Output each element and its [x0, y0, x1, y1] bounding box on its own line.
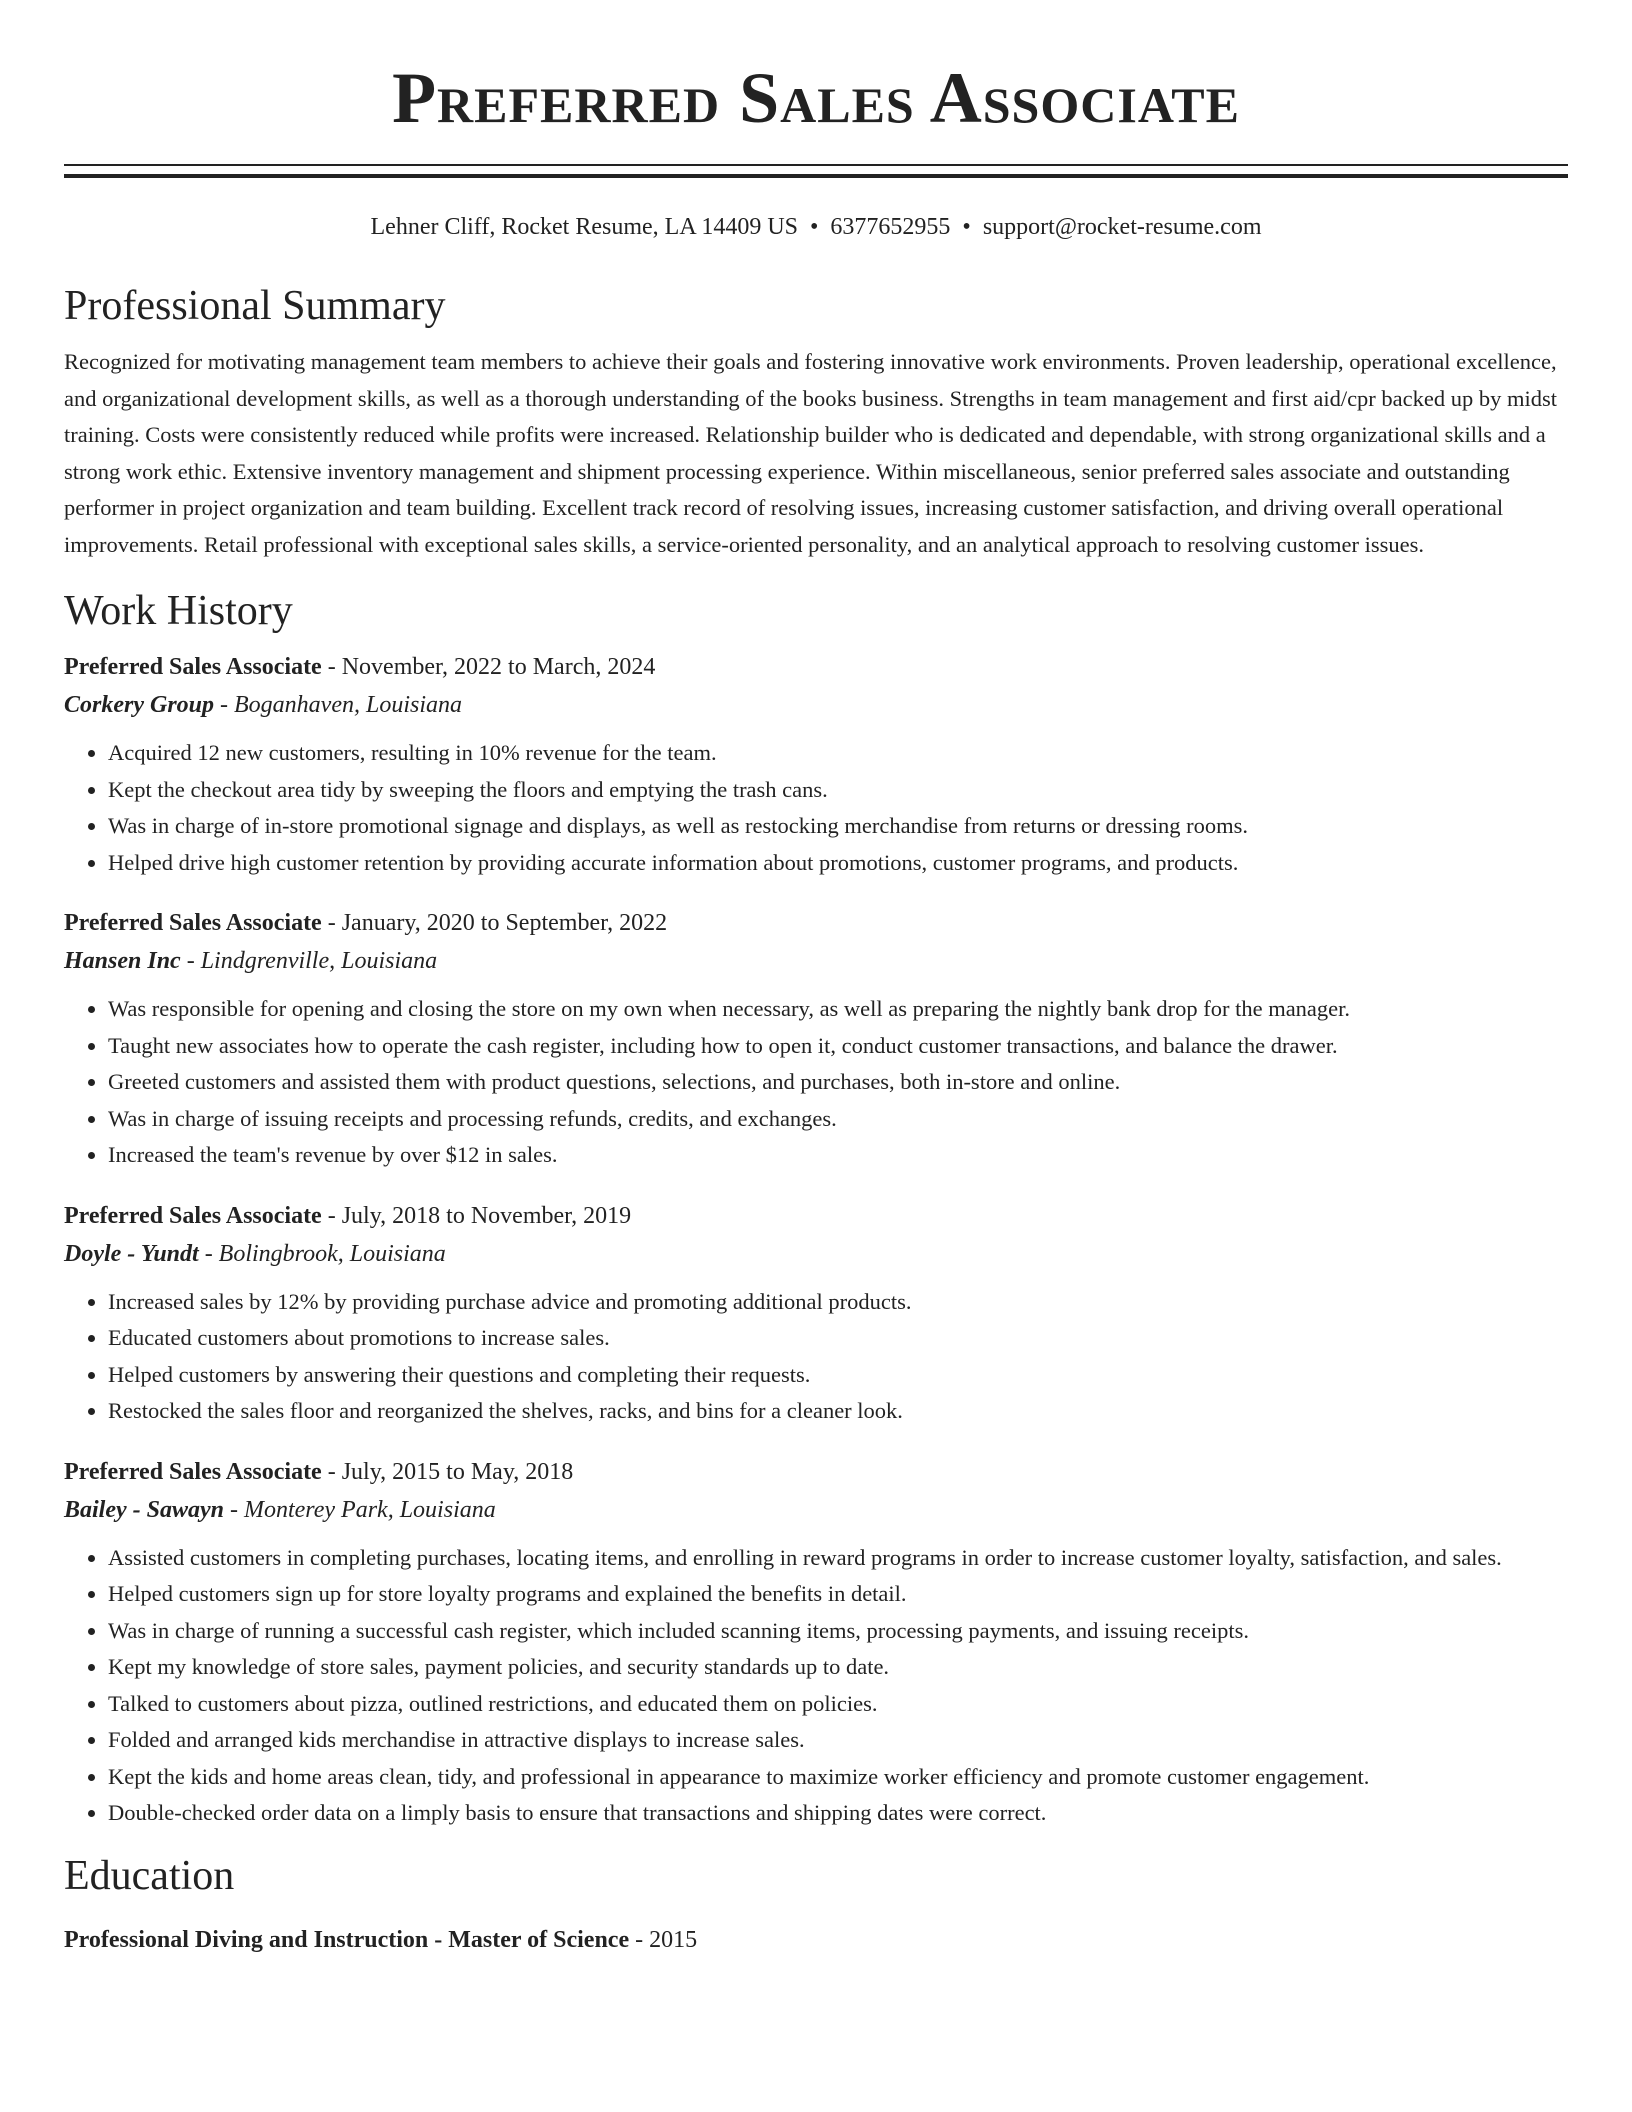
job-bullet: • Increased sales by 12% by providing purchase advice and promoting additional products.	[108, 1284, 1568, 1321]
job-heading	[64, 1200, 1568, 1232]
job-dates: - November, 2022 to March, 2024	[321, 654, 656, 680]
job-entry	[64, 1456, 1568, 1832]
contact-separator: •	[810, 214, 819, 240]
job-heading	[64, 1456, 1568, 1488]
section-title-education: Education	[64, 1852, 235, 1899]
job-location: - Bolingbrook, Louisiana	[198, 1240, 446, 1267]
job-employer	[64, 1494, 1568, 1526]
job-location: - Monterey Park, Louisiana	[224, 1496, 496, 1523]
job-bullets	[64, 735, 1568, 881]
section-title-work-history: Work History	[64, 588, 293, 634]
contact-email: support@rocket-resume.com	[982, 214, 1262, 240]
job-company: Hansen Inc	[64, 948, 181, 974]
job-bullet: • Double-checked order data on a limply basis to ensure that transactions and shipping dates were correct.	[108, 1795, 1568, 1832]
job-entry	[64, 1200, 1568, 1430]
job-employer	[64, 945, 1568, 977]
job-company: Doyle - Yundt	[64, 1240, 199, 1267]
job-bullet: • Talked to customers about pizza, outlined restrictions, and educated them on policies.	[108, 1686, 1568, 1723]
job-bullet: • Assisted customers in completing purchases, locating items, and enrolling in reward programs in order to increase customer loyalty, satisfaction, and sales.	[108, 1540, 1568, 1577]
job-location: - Lindgrenville, Louisiana	[180, 948, 438, 974]
work-history-list	[64, 651, 1568, 1832]
job-bullet: • Greeted customers and assisted them with product questions, selections, and purchases, both in-store and online.	[108, 1064, 1568, 1101]
job-bullet: • Helped customers sign up for store loyalty programs and explained the benefits in detail.	[108, 1576, 1568, 1613]
job-bullet: • Increased the team's revenue by over $12 in sales.	[108, 1137, 1568, 1174]
job-role: Preferred Sales Associate	[64, 654, 322, 680]
job-bullet: • Helped drive high customer retention by providing accurate information about promotions, customer programs, and products.	[108, 845, 1568, 882]
title-divider	[64, 164, 1568, 178]
job-role: Preferred Sales Associate	[64, 1202, 322, 1229]
education-degree: Professional Diving and Instruction - Master of Science	[64, 1926, 630, 1953]
job-bullets	[64, 991, 1568, 1174]
job-role: Preferred Sales Associate	[64, 1458, 322, 1485]
job-bullet: • Kept the kids and home areas clean, tidy, and professional in appearance to maximize worker efficiency and promote customer engagement.	[108, 1759, 1568, 1796]
job-bullet: • Restocked the sales floor and reorganized the shelves, racks, and bins for a cleaner look.	[108, 1393, 1568, 1430]
job-dates: - July, 2018 to November, 2019	[321, 1202, 632, 1229]
section-title-summary: Professional Summary	[64, 283, 446, 329]
job-bullet: • Taught new associates how to operate the cash register, including how to open it, conduct customer transactions, and balance the drawer.	[108, 1028, 1568, 1065]
job-employer	[64, 689, 1568, 721]
job-bullet: • Was in charge of running a successful cash register, which included scanning items, processing payments, and issuing receipts.	[108, 1613, 1568, 1650]
job-heading	[64, 907, 1568, 939]
job-bullet: • Was responsible for opening and closing the store on my own when necessary, as well as preparing the nightly bank drop for the manager.	[108, 991, 1568, 1028]
job-bullet: • Was in charge of issuing receipts and processing refunds, credits, and exchanges.	[108, 1101, 1568, 1138]
job-employer	[64, 1238, 1568, 1270]
summary-text: Recognized for motivating management team members to achieve their goals and fostering innovative work environments. Proven leadership, operational excellence, and organizational development skills, as well as a thorough understanding of the books business. Strengths in team management and first aid/cpr backed up by midst training. Costs were consistently reduced while profits were increased. Relationship builder who is dedicated and dependable, with strong organizational skills and a strong work ethic. Extensive inventory management and shipment processing experience. Within miscellaneous, senior preferred sales associate and outstanding performer in project organization and team building. Excellent track record of resolving issues, increasing customer satisfaction, and driving overall operational improvements. Retail professional with exceptional sales skills, a service-oriented personality, and an analytical approach to resolving customer issues.	[64, 349, 1558, 557]
contact-separator: •	[962, 214, 971, 240]
job-bullet: • Folded and arranged kids merchandise in attractive displays to increase sales.	[108, 1722, 1568, 1759]
resume-title: Preferred Sales Associate	[392, 58, 1240, 138]
job-bullet: • Kept the checkout area tidy by sweeping the floors and emptying the trash cans.	[108, 772, 1568, 809]
contact-phone: 6377652955	[830, 214, 951, 240]
job-bullet: • Was in charge of in-store promotional signage and displays, as well as restocking merchandise from returns or dressing rooms.	[108, 808, 1568, 845]
job-dates: - July, 2015 to May, 2018	[321, 1458, 574, 1485]
contact-line	[64, 212, 1568, 242]
job-location: - Boganhaven, Louisiana	[214, 692, 462, 718]
job-bullet: • Educated customers about promotions to increase sales.	[108, 1320, 1568, 1357]
job-company: Bailey - Sawayn	[64, 1496, 224, 1523]
job-heading	[64, 651, 1568, 683]
job-bullet: • Kept my knowledge of store sales, payment policies, and security standards up to date.	[108, 1649, 1568, 1686]
education-year: - 2015	[629, 1926, 698, 1953]
job-dates: - January, 2020 to September, 2022	[321, 910, 668, 936]
job-bullets	[64, 1284, 1568, 1430]
job-role: Preferred Sales Associate	[64, 910, 322, 936]
job-bullet: • Acquired 12 new customers, resulting in 10% revenue for the team.	[108, 735, 1568, 772]
contact-address: Lehner Cliff, Rocket Resume, LA 14409 US	[370, 214, 798, 240]
job-bullet: • Helped customers by answering their questions and completing their requests.	[108, 1357, 1568, 1394]
job-entry	[64, 651, 1568, 881]
job-company: Corkery Group	[64, 692, 215, 718]
job-entry	[64, 907, 1568, 1174]
education-entry	[64, 1924, 1568, 1956]
job-bullets	[64, 1540, 1568, 1832]
